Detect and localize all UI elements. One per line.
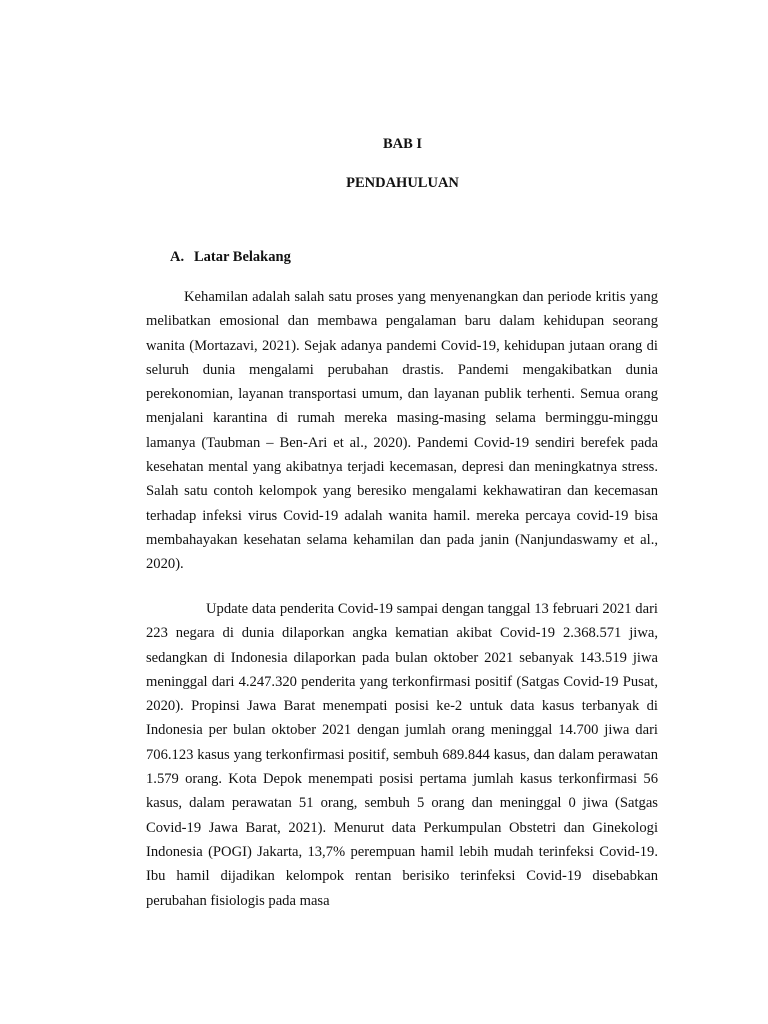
paragraph-1: Kehamilan adalah salah satu proses yang menyenangkan dan periode kritis yang melibatkan emosional dan membawa pengalaman baru dalam kehidupan seorang wanita (Mortazavi, 2021). Sejak adanya pandemi Covid-19, kehidupan jutaan orang di seluruh dunia mengalami perubahan drastis. Pandemi mengakibatkan dunia perekonomian, layanan transportasi umum, dan layanan publik terhenti. Semua orang menjalani karantina di rumah mereka masing-masing selama berminggu-minggu lamanya (Taubman – Ben-Ari et al., 2020). Pandemi Covid-19 sendiri berefek pada kesehatan mental yang akibatnya terjadi kecemasan, depresi dan meningkatnya stress. Salah satu contoh kelompok yang beresiko mengalami kekhawatiran dan kecemasan terhadap infeksi virus Covid-19 adalah wanita hamil. mereka percaya covid-19 bisa membahayakan kesehatan selama kehamilan dan pada janin (Nanjundaswamy et al., 2020). bbox=[146, 289, 658, 573]
chapter-number: BAB I bbox=[382, 136, 423, 152]
section-title: Latar Belakang bbox=[194, 249, 291, 265]
paragraph-2: Update data penderita Covid-19 sampai dengan tanggal 13 februari 2021 dari 223 negara di dunia dilaporkan angka kematian akibat Covid-19 2.368.571 jiwa, sedangkan di Indonesia dilaporkan pada bulan oktober 2021 sebanyak 143.519 jiwa meninggal dari 4.247.320 penderita yang terkonfirmasi positif (Satgas Covid-19 Pusat, 2020). Propinsi Jawa Barat menempati posisi ke-2 untuk data kasus terbanyak di Indonesia per bulan oktober 2021 dengan jumlah orang meninggal 14.700 jiwa dari 706.123 kasus yang terkonfirmasi positif, sembuh 689.844 kasus, dan dalam perawatan 1.579 orang. Kota Depok menempati posisi pertama jumlah kasus terkonfirmasi 56 kasus, dalam perawatan 51 orang, sembuh 5 orang dan meninggal 0 jiwa (Satgas Covid-19 Jawa Barat, 2021). Menurut data Perkumpulan Obstetri dan Ginekologi Indonesia (POGI) Jakarta, 13,7% perempuan hamil lebih mudah terinfeksi Covid-19. Ibu hamil dijadikan kelompok rentan berisiko terinfeksi Covid-19 disebabkan perubahan fisiologis pada masa bbox=[146, 601, 658, 909]
section-heading bbox=[170, 249, 291, 266]
chapter-title: PENDAHULUAN bbox=[346, 175, 459, 191]
section-marker: A. bbox=[170, 249, 185, 265]
